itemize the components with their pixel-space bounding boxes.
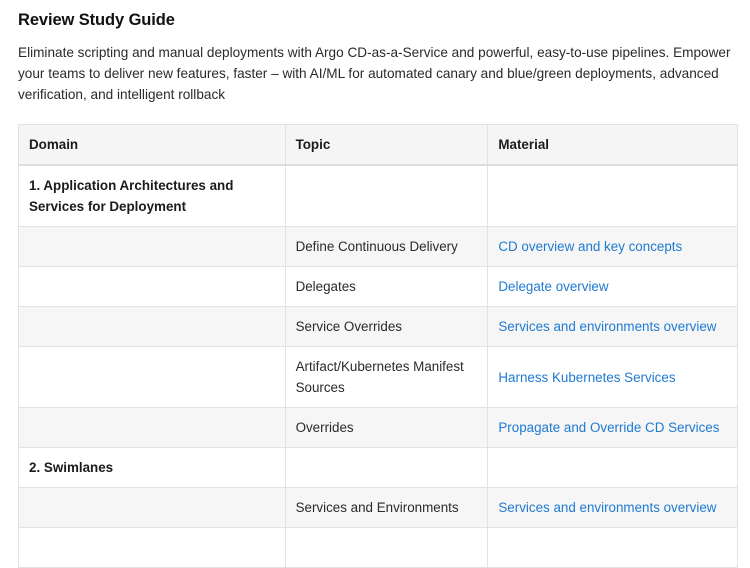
material-link-propagate-override[interactable]: Propagate and Override CD Services <box>498 420 720 435</box>
domain-cell: 1. Application Architectures and Services for Deployment <box>19 165 286 227</box>
topic-cell: Overrides <box>285 408 488 448</box>
material-link-delegate-overview[interactable]: Delegate overview <box>498 279 609 294</box>
material-link-services-environments[interactable]: Services and environments overview <box>498 319 717 334</box>
domain-cell <box>19 227 286 267</box>
material-link-services-environments-2[interactable]: Services and environments overview <box>498 500 717 515</box>
domain-cell <box>19 307 286 347</box>
material-cell <box>488 267 738 307</box>
column-header-material: Material <box>488 125 738 166</box>
table-row <box>19 448 738 488</box>
topic-cell <box>285 165 488 227</box>
study-guide-table <box>18 124 738 568</box>
material-cell <box>488 307 738 347</box>
column-header-domain: Domain <box>19 125 286 166</box>
topic-cell: Define Continuous Delivery <box>285 227 488 267</box>
column-header-topic: Topic <box>285 125 488 166</box>
material-cell <box>488 165 738 227</box>
domain-cell <box>19 408 286 448</box>
material-cell <box>488 227 738 267</box>
material-link-cd-overview[interactable]: CD overview and key concepts <box>498 239 683 254</box>
topic-cell: Services and Environments <box>285 488 488 528</box>
material-cell <box>488 488 738 528</box>
page-title: Review Study Guide <box>18 11 175 29</box>
material-cell <box>488 448 738 488</box>
domain-cell <box>19 347 286 408</box>
table-row <box>19 488 738 528</box>
table-row <box>19 408 738 448</box>
topic-cell <box>285 448 488 488</box>
table-row <box>19 267 738 307</box>
material-cell <box>488 347 738 408</box>
table-header-row <box>19 125 738 166</box>
table-row <box>19 227 738 267</box>
material-link-kubernetes-services[interactable]: Harness Kubernetes Services <box>498 369 676 385</box>
table-row <box>19 347 738 408</box>
topic-cell: Artifact/Kubernetes Manifest Sources <box>285 347 488 408</box>
domain-cell <box>19 488 286 528</box>
domain-cell <box>19 267 286 307</box>
page-description: Eliminate scripting and manual deployments with Argo CD-as-a-Service and powerful, easy-to-use pipelines. Empower your teams to deliver new features, faster – with AI/ML for automated canary and blue/green deployments, advanced verification, and intelligent rollback <box>18 45 731 102</box>
topic-cell: Delegates <box>285 267 488 307</box>
material-cell <box>488 408 738 448</box>
domain-cell: 2. Swimlanes <box>19 448 286 488</box>
table-row <box>19 165 738 227</box>
table-row <box>19 307 738 347</box>
topic-cell: Service Overrides <box>285 307 488 347</box>
